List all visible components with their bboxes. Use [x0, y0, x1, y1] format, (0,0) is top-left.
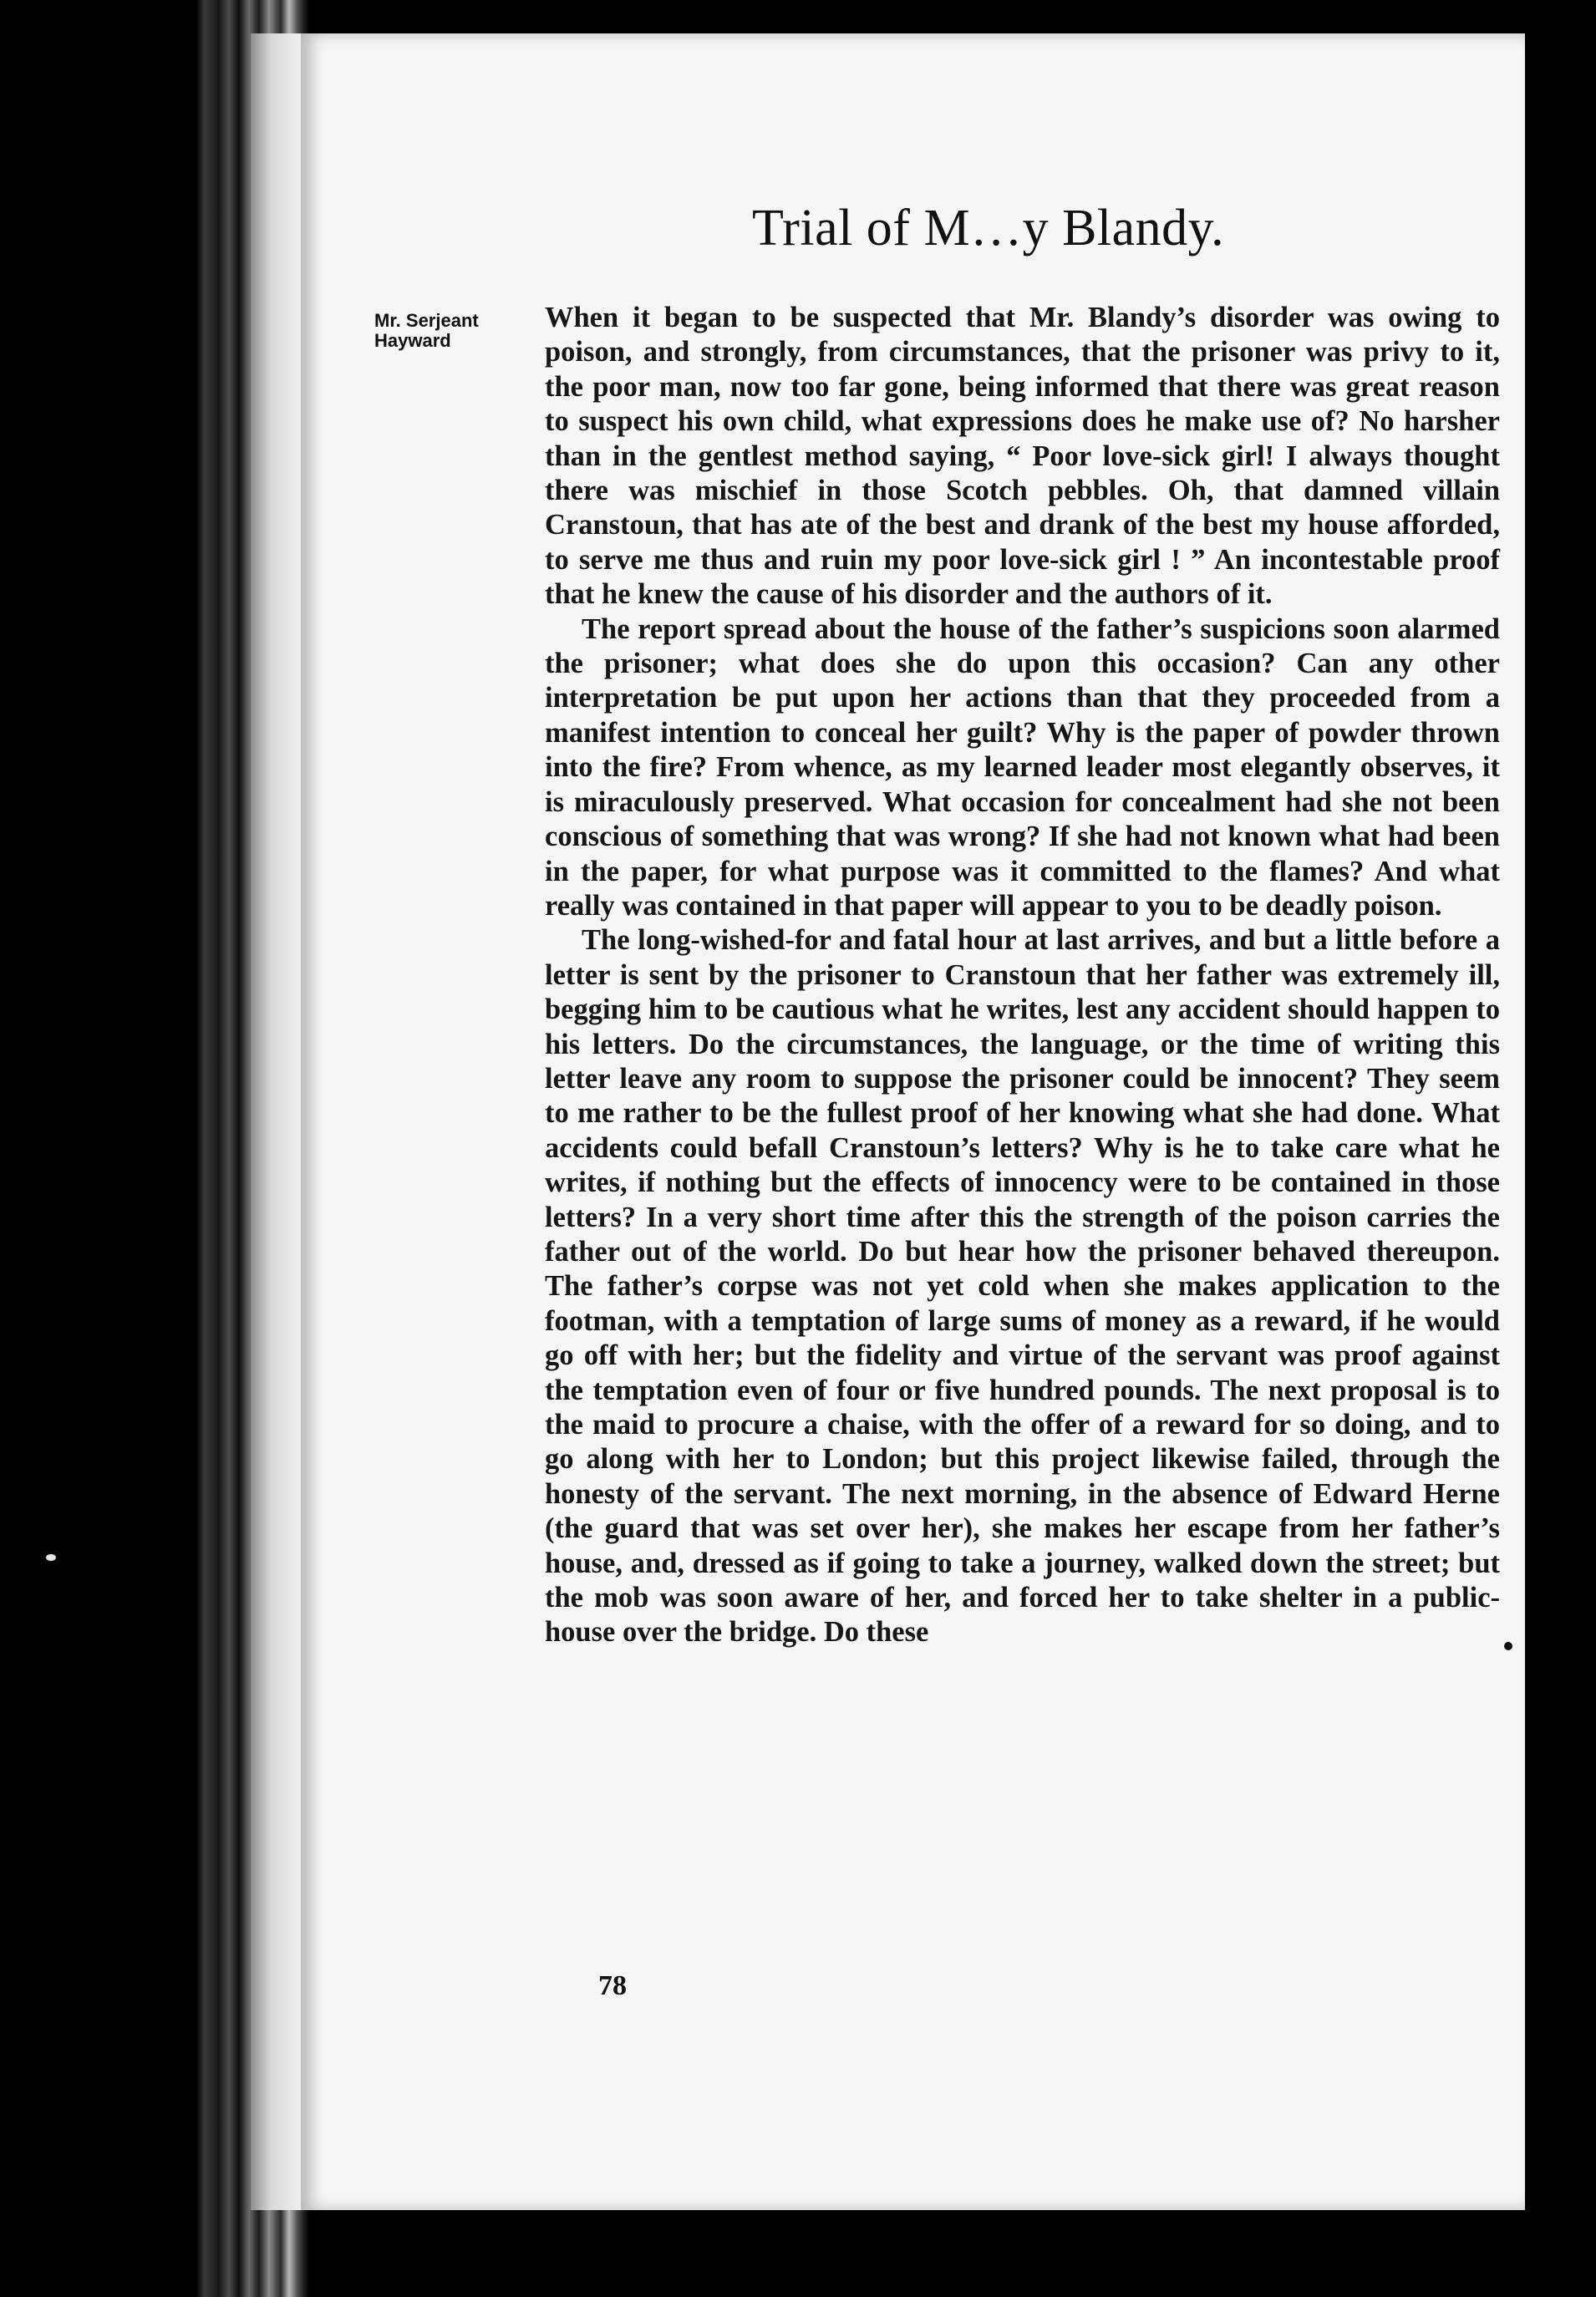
- running-title: Trial of M…y Blandy.: [752, 200, 1225, 257]
- paragraph-3: The long-wished-for and fatal hour at last arrives, and but a little before a letter is sent by the prisoner to Cranstoun that her father was extremely ill, begging him to be cautious what he writes, lest any accident should happen to his letters. Do the circumstances, the language, or the time of writing this letter leave any room to suppose the prisoner could be innocent? They seem to me rather to be the fullest proof of her knowing what she had done. What accidents could befall Cranstoun’s letters? Why is he to take care what he writes, if nothing but the effects of innocency were to be contained in those letters? In a very short time after this the strength of the poison carries the father out of the world. Do but hear how the prisoner behaved thereupon. The father’s corpse was not yet cold when she makes application to the footman, with a temptation of large sums of money as a reward, if he would go off with her; but the fidelity and virtue of the servant was proof against the temptation even of four or five hundred pounds. The next proposal is to the maid to procure a chaise, with the offer of a reward for so doing, and to go along with her to London; but this project likewise failed, through the honesty of the servant. The next morning, in the absence of Edward Herne (the guard that was set over her), she makes her escape from her father’s house, and, dressed as if going to take a journey, walked down the street; but the mob was soon aware of her, and forced her to take shelter in a public-house over the bridge. Do these: [545, 924, 1500, 1649]
- ink-speck: [1504, 1642, 1512, 1650]
- page-gutter-edge: [251, 33, 301, 2210]
- speaker-sidenote: [374, 311, 533, 351]
- sidenote-line-2: Hayward: [374, 330, 451, 351]
- body-text: [545, 301, 1500, 1650]
- page-number: 78: [598, 1970, 627, 2001]
- sidenote-line-1: Mr. Serjeant: [374, 310, 479, 331]
- dust-speck: [46, 1554, 56, 1561]
- paragraph-1: When it began to be suspected that Mr. Blandy’s disorder was owing to poison, and strongly, from circumstances, that the prisoner was privy to it, the poor man, now too far gone, being informed that there was great reason to suspect his own child, what expressions does he make use of? No harsher than in the gentlest method saying, “ Poor love-sick girl! I always thought there was mischief in those Scotch pebbles. Oh, that damned villain Cranstoun, that has ate of the best and drank of the best my house afforded, to serve me thus and ruin my poor love-sick girl ! ” An incontestable proof that he knew the cause of his disorder and the authors of it.: [545, 302, 1500, 611]
- paragraph-2: The report spread about the house of the father’s suspicions soon alarmed the prisoner; what does she do upon this occasion? Can any other interpretation be put upon her actions than that they proceeded from a manifest intention to conceal her guilt? Why is the paper of powder thrown into the fire? From whence, as my learned leader most elegantly observes, it is miraculously preserved. What occasion for concealment had she not been conscious of something that was wrong? If she had not known what had been in the paper, for what purpose was it committed to the flames? And what really was contained in that paper will appear to you to be deadly poison.: [545, 612, 1500, 922]
